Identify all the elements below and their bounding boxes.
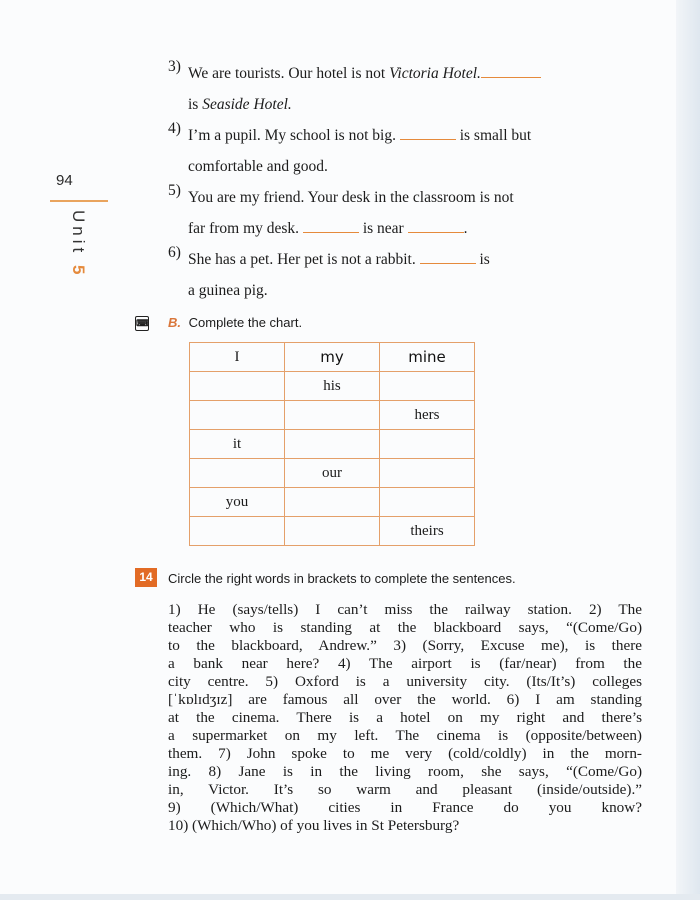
italic-text: Seaside Hotel. xyxy=(202,96,292,113)
sentence-item xyxy=(168,120,646,182)
paragraph-line: ing. 8) Jane is in the living room, she says, “(Come/Go) xyxy=(168,763,642,780)
chart-cell: I xyxy=(190,343,285,372)
chart-blank-cell[interactable] xyxy=(285,430,380,459)
sentence-line xyxy=(168,182,646,213)
page-bottom-edge xyxy=(0,894,700,900)
paragraph-line: city centre. 5) Oxford is a university city. (Its/It’s) colleges xyxy=(168,673,642,690)
section-title: Complete the chart. xyxy=(188,315,303,330)
paragraph-line: in, Victor. It’s so warm and pleasant (inside/outside).” xyxy=(168,781,642,798)
exercise-14-text xyxy=(168,601,642,835)
sentence-text: is xyxy=(188,96,203,113)
sentence-item xyxy=(168,58,646,120)
chart-cell: it xyxy=(190,430,285,459)
section-b-label xyxy=(168,315,302,330)
chart-blank-cell[interactable] xyxy=(380,488,475,517)
chart-cell: you xyxy=(190,488,285,517)
chart-blank-cell[interactable] xyxy=(190,401,285,430)
sentence-number: 4) xyxy=(168,120,181,137)
unit-label xyxy=(68,210,88,278)
sentence-line xyxy=(168,213,646,244)
paragraph-line: at the cinema. There is a hotel on my right and there’s xyxy=(168,709,642,726)
sentence-line xyxy=(168,151,646,182)
page-edge-shadow xyxy=(676,0,700,900)
sentence-text: . xyxy=(463,220,468,237)
chart-blank-cell[interactable] xyxy=(190,517,285,546)
chart-blank-cell[interactable] xyxy=(285,488,380,517)
chart-row xyxy=(190,401,475,430)
chart-cell: hers xyxy=(380,401,475,430)
sentence-number: 6) xyxy=(168,244,181,261)
sentence-text: far from my desk. xyxy=(188,220,303,237)
sentence-text: a guinea pig. xyxy=(188,282,268,299)
sentence-text: comfortable and good. xyxy=(188,158,328,175)
chart-row xyxy=(190,372,475,401)
sentence-number: 5) xyxy=(168,182,181,199)
margin-rule xyxy=(50,200,108,202)
paragraph-line: a supermarket on my left. The cinema is (opposite/between) xyxy=(168,727,642,744)
exercise-instruction: Circle the right words in brackets to complete the sentences. xyxy=(168,571,516,586)
chart-blank-cell[interactable] xyxy=(285,517,380,546)
sentence-text: She has a pet. Her pet is not a rabbit. xyxy=(188,251,420,268)
pronoun-chart xyxy=(189,342,475,546)
section-letter: B. xyxy=(168,315,181,330)
sentence-number: 3) xyxy=(168,58,181,75)
sentence-text: You are my friend. Your desk in the classroom is not xyxy=(188,189,514,206)
answer-blank[interactable] xyxy=(400,125,456,140)
answer-blank[interactable] xyxy=(303,218,359,233)
chart-blank-cell[interactable] xyxy=(380,459,475,488)
sentence-line xyxy=(168,275,646,306)
page-number: 94 xyxy=(56,172,73,189)
sentence-text: I’m a pupil. My school is not big. xyxy=(188,127,400,144)
keyboard-icon: ⌨ xyxy=(135,316,149,331)
sentence-text: is small but xyxy=(455,127,532,144)
sentence-line xyxy=(168,120,646,151)
paragraph-line: to the blackboard, Andrew.” 3) (Sorry, Excuse me), is there xyxy=(168,637,642,654)
chart-cell: theirs xyxy=(380,517,475,546)
chart-row xyxy=(190,430,475,459)
exercise-number-badge: 14 xyxy=(135,568,157,587)
paragraph-line: 9) (Which/What) cities in France do you know? xyxy=(168,799,642,816)
paragraph-line: teacher who is standing at the blackboard says, “(Come/Go) xyxy=(168,619,642,636)
chart-row xyxy=(190,517,475,546)
sentence-text: is xyxy=(475,251,490,268)
paragraph-line: 10) (Which/Who) of you lives in St Petersburg? xyxy=(168,817,460,834)
chart-cell: my xyxy=(285,343,380,372)
exercise-a-sentences xyxy=(168,58,646,306)
chart-blank-cell[interactable] xyxy=(190,372,285,401)
chart-cell: mine xyxy=(380,343,475,372)
sentence-item xyxy=(168,244,646,306)
italic-text: Victoria Hotel. xyxy=(389,65,481,82)
chart-row xyxy=(190,488,475,517)
chart-blank-cell[interactable] xyxy=(190,459,285,488)
sentence-line xyxy=(168,58,646,89)
sentence-text: is near xyxy=(358,220,408,237)
chart-row xyxy=(190,459,475,488)
chart-row xyxy=(190,343,475,372)
answer-blank[interactable] xyxy=(420,249,476,264)
answer-blank[interactable] xyxy=(481,63,541,78)
sentence-item xyxy=(168,182,646,244)
chart-blank-cell[interactable] xyxy=(380,372,475,401)
sentence-line xyxy=(168,244,646,275)
sentence-line xyxy=(168,89,646,120)
paragraph-line: 1) He (says/tells) I can’t miss the railway station. 2) The xyxy=(168,601,642,618)
paragraph-line: a bank near here? 4) The airport is (far/near) from the xyxy=(168,655,642,672)
answer-blank[interactable] xyxy=(408,218,464,233)
paragraph-line: [ˈkɒlɪdʒɪz] are famous all over the world. 6) I am standing xyxy=(168,691,642,708)
chart-blank-cell[interactable] xyxy=(285,401,380,430)
chart-blank-cell[interactable] xyxy=(380,430,475,459)
sentence-text: We are tourists. Our hotel is not xyxy=(188,65,390,82)
paragraph-line: them. 7) John spoke to me very (cold/coldly) in the morn- xyxy=(168,745,642,762)
chart-cell: our xyxy=(285,459,380,488)
unit-word: Unit xyxy=(69,210,88,257)
chart-cell: his xyxy=(285,372,380,401)
unit-number: 5 xyxy=(69,264,88,279)
